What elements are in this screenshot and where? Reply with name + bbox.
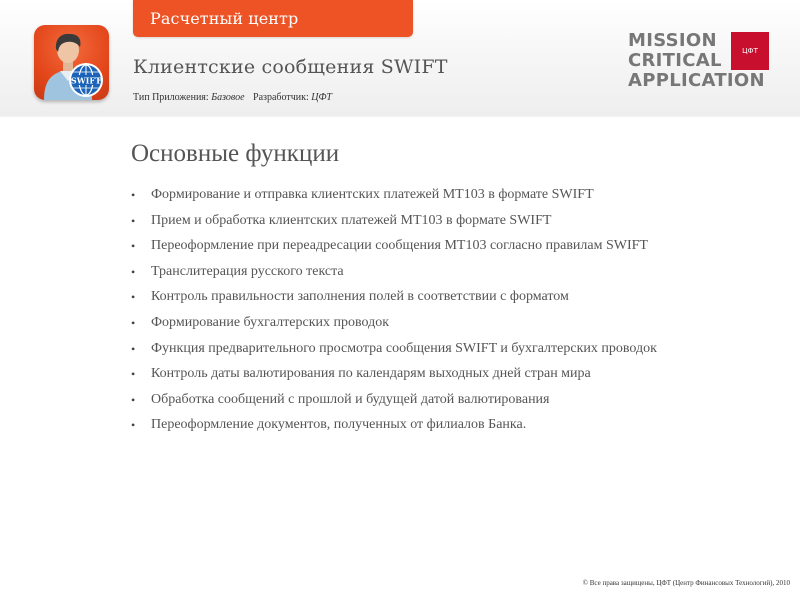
person-swift-globe-icon bbox=[34, 25, 109, 100]
list-item: • Формирование и отправка клиентских платежей МТ103 в формате SWIFT bbox=[131, 185, 791, 211]
list-item: • Формирование бухгалтерских проводок bbox=[131, 313, 791, 339]
bullet-icon: • bbox=[131, 315, 136, 330]
section-title: Основные функции bbox=[131, 140, 340, 167]
list-item: • Переоформление документов, полученных от филиалов Банка. bbox=[131, 415, 791, 441]
slide-header bbox=[0, 0, 800, 117]
list-item: • Транслитерация русского текста bbox=[131, 262, 791, 288]
app-type-label: Тип Приложения: bbox=[133, 92, 209, 103]
app-type-value: Базовое bbox=[211, 92, 245, 103]
bullet-icon: • bbox=[131, 213, 136, 228]
bullet-icon: • bbox=[131, 418, 136, 433]
bullet-icon: • bbox=[131, 392, 136, 407]
list-item: • Контроль правильности заполнения полей в соответствии с форматом bbox=[131, 287, 791, 313]
bullet-icon: • bbox=[131, 341, 136, 356]
bullet-icon: • bbox=[131, 290, 136, 305]
list-item: • Обработка сообщений с прошлой и будущей датой валютирования bbox=[131, 390, 791, 416]
list-item: • Переоформление при переадресации сообщения МТ103 согласно правилам SWIFT bbox=[131, 236, 791, 262]
bullet-icon: • bbox=[131, 264, 136, 279]
list-item: • Контроль даты валютирования по календарям выходных дней стран мира bbox=[131, 364, 791, 390]
bullet-icon: • bbox=[131, 188, 136, 202]
logo-line: CRITICAL bbox=[628, 50, 722, 71]
list-item: • Функция предварительного просмотра сообщения SWIFT и бухгалтерских проводок bbox=[131, 339, 791, 365]
svg-text:SWIFT: SWIFT bbox=[70, 75, 102, 86]
logo-line: MISSION bbox=[628, 30, 717, 51]
developer-value: ЦФТ bbox=[311, 92, 332, 103]
bullet-icon: • bbox=[131, 367, 136, 382]
app-title: Клиентские сообщения SWIFT bbox=[133, 56, 448, 78]
cft-logo-text: ЦФТ bbox=[742, 47, 758, 55]
category-banner bbox=[133, 0, 413, 37]
list-item: • Прием и обработка клиентских платежей МТ103 в формате SWIFT bbox=[131, 211, 791, 237]
copyright-footer: © Все права защищены, ЦФТ (Центр Финансовых Технологий), 2010 bbox=[582, 579, 790, 587]
developer-label: Разработчик: bbox=[253, 92, 309, 103]
bullet-icon: • bbox=[131, 239, 136, 254]
app-meta bbox=[133, 92, 332, 103]
logo-line: APPLICATION bbox=[628, 70, 765, 91]
cft-logo-badge bbox=[731, 32, 769, 70]
category-banner-label: Расчетный центр bbox=[150, 9, 299, 28]
functions-list bbox=[131, 185, 791, 441]
